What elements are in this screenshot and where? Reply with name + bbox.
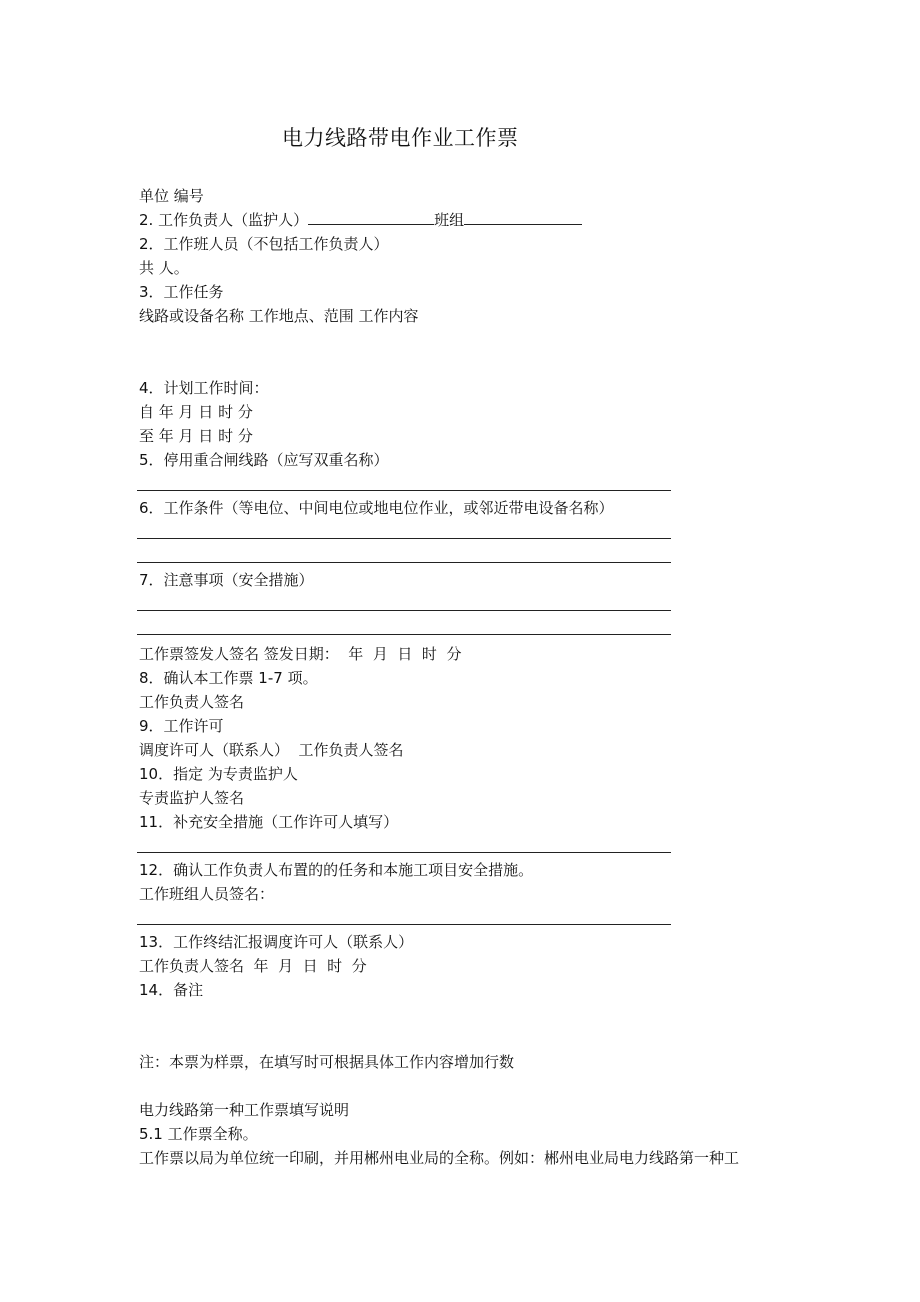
team-blank [464, 210, 582, 225]
line-designate-supervisor: 10．指定 为专责监护人 [139, 765, 298, 783]
line-work-conditions: 6．工作条件（等电位、中间电位或地电位作业，或邻近带电设备名称） [139, 499, 614, 517]
line-work-permit: 9．工作许可 [139, 717, 224, 735]
fill-rule [137, 634, 671, 635]
line-confirm-tasks: 12．确认工作负责人布置的的任务和本施工项目安全措施。 [139, 861, 534, 879]
fill-rule [137, 610, 671, 611]
line-reclosing: 5．停用重合闸线路（应写双重名称） [139, 451, 389, 469]
line-planned-time: 4．计划工作时间： [139, 379, 269, 397]
line-leader-signature: 工作负责人签名 [139, 693, 245, 711]
line-precautions: 7．注意事项（安全措施） [139, 571, 314, 589]
document-title: 电力线路带电作业工作票 [282, 126, 519, 150]
line-work-team-members: 2．工作班人员（不包括工作负责人） [139, 235, 389, 253]
line-supplementary-measures: 11．补充安全措施（工作许可人填写） [139, 813, 399, 831]
work-leader-blank [308, 210, 434, 225]
guide-title: 电力线路第一种工作票填写说明 [139, 1101, 350, 1119]
line-unit-number: 单位 编号 [139, 187, 204, 205]
work-leader-label: 2. 工作负责人（监护人） [139, 211, 309, 229]
line-completion-signature: 工作负责人签名 年 月 日 时 分 [139, 957, 367, 975]
line-team-signature: 工作班组人员签名： [139, 885, 275, 903]
line-time-from: 自 年 月 日 时 分 [139, 403, 253, 421]
note-sample: 注：本票为样票，在填写时可根据具体工作内容增加行数 [139, 1053, 515, 1071]
line-work-task: 3．工作任务 [139, 283, 224, 301]
line-dispatcher-signature: 调度许可人（联系人） 工作负责人签名 [139, 741, 404, 759]
line-total-people: 共 人。 [139, 259, 189, 277]
line-supervisor-signature: 专责监护人签名 [139, 789, 245, 807]
line-issuer-signature: 工作票签发人签名 签发日期： 年 月 日 时 分 [139, 645, 462, 663]
guide-item-5-1-text: 工作票以局为单位统一印刷，并用郴州电业局的全称。例如：郴州电业局电力线路第一种工 [139, 1149, 740, 1167]
line-work-completion: 13．工作终结汇报调度许可人（联系人） [139, 933, 414, 951]
line-task-columns: 线路或设备名称 工作地点、范围 工作内容 [139, 307, 419, 325]
fill-rule [137, 490, 671, 491]
line-confirm-items: 8．确认本工作票 1-7 项。 [139, 669, 318, 687]
guide-item-5-1: 5.1 工作票全称。 [139, 1125, 258, 1143]
line-remarks: 14．备注 [139, 981, 204, 999]
fill-rule [137, 924, 671, 925]
team-label: 班组 [434, 211, 465, 229]
fill-rule [137, 562, 671, 563]
fill-rule [137, 538, 671, 539]
line-time-to: 至 年 月 日 时 分 [139, 427, 253, 445]
line-work-leader [139, 210, 582, 230]
fill-rule [137, 852, 671, 853]
